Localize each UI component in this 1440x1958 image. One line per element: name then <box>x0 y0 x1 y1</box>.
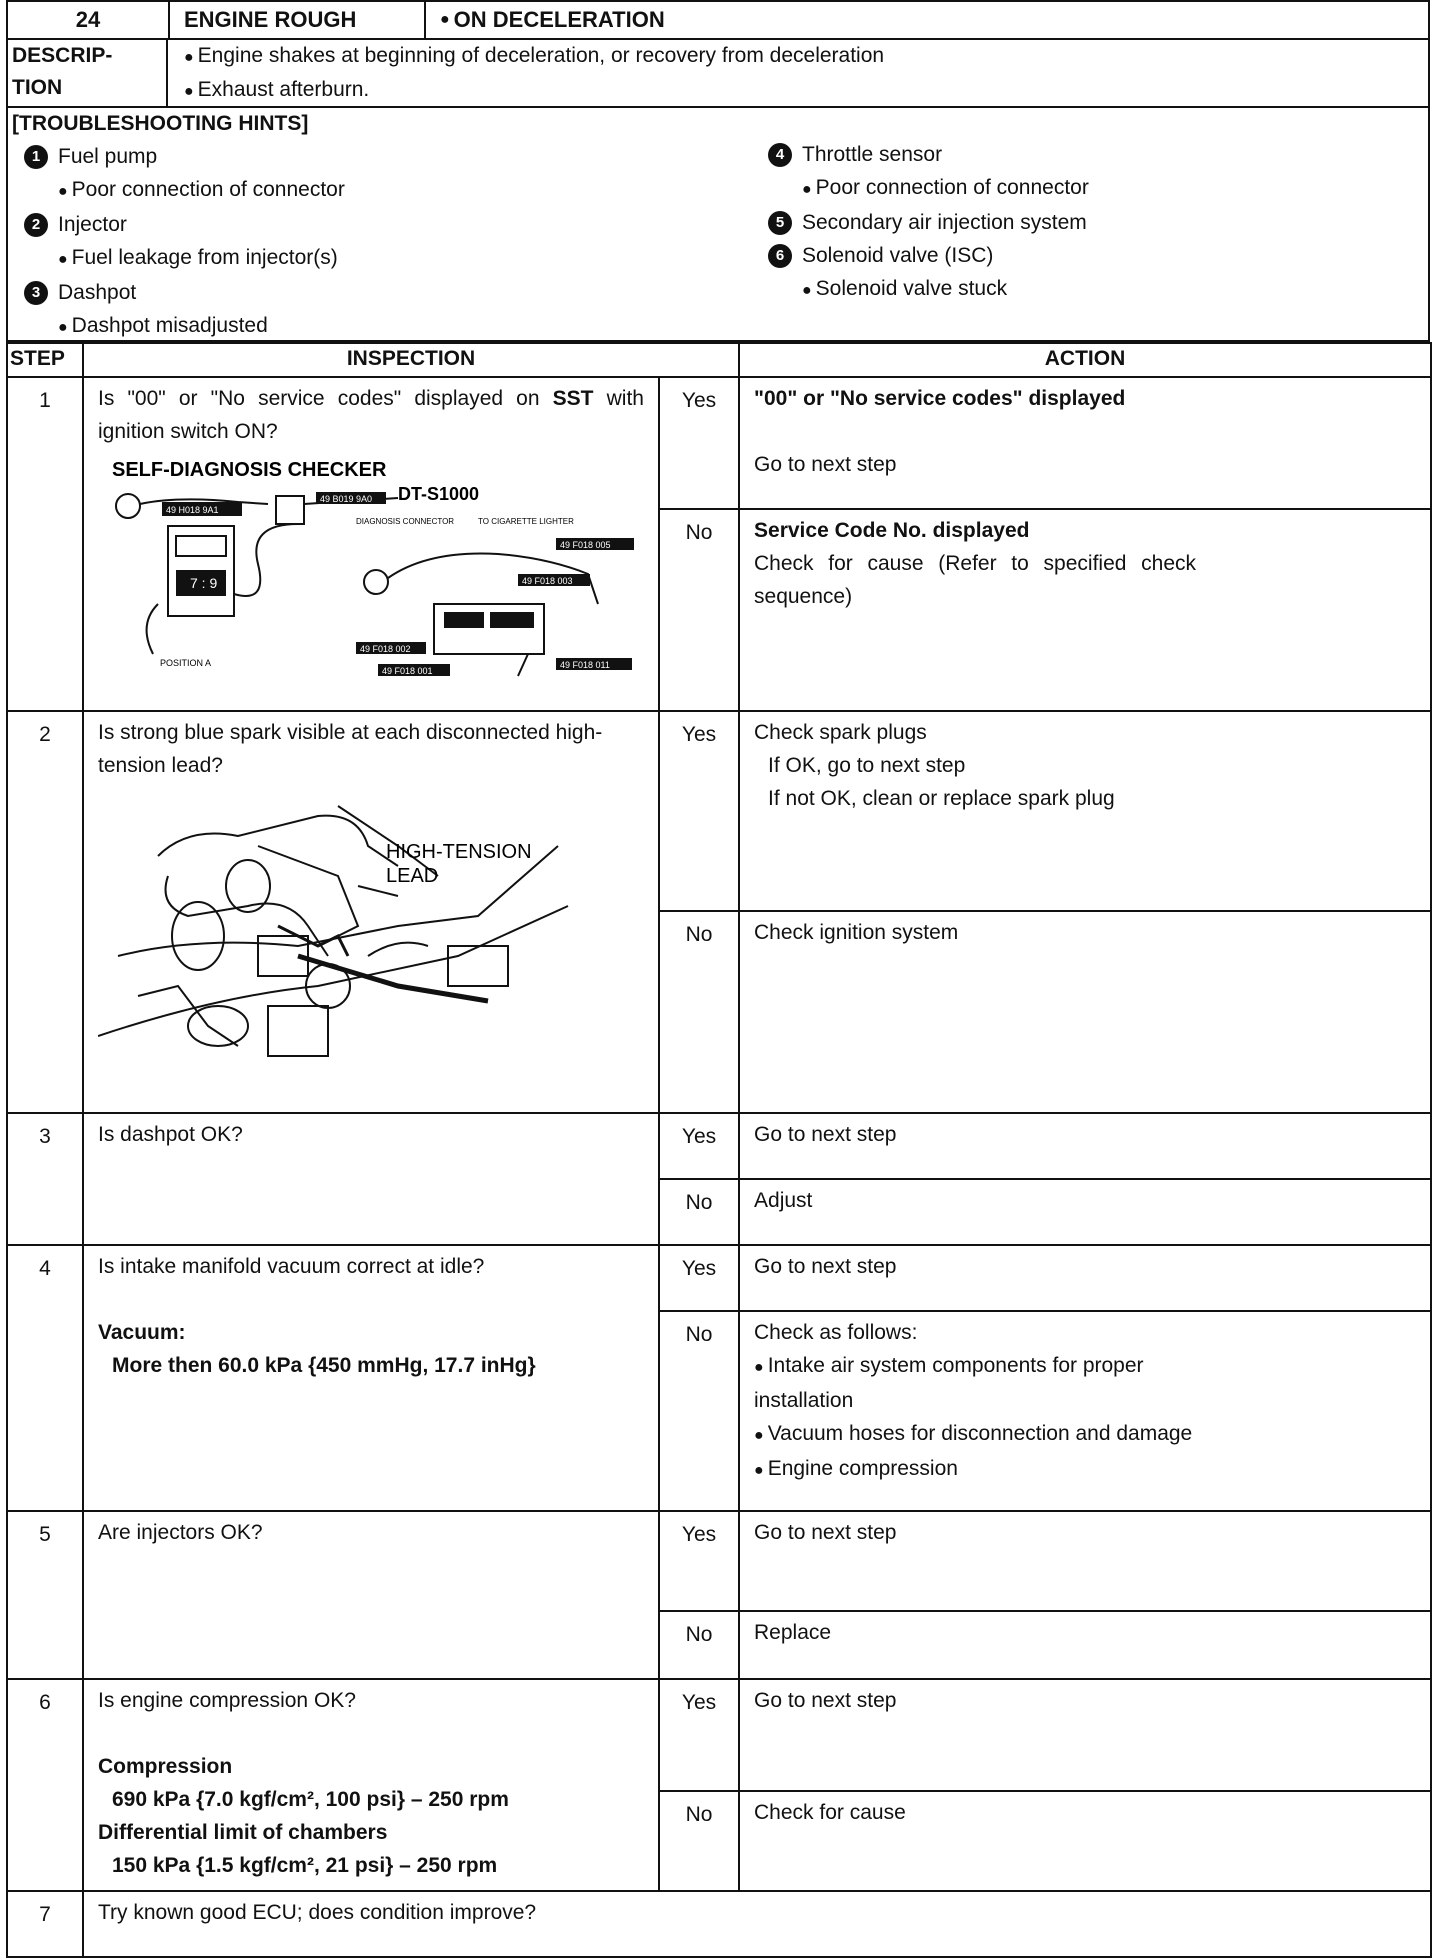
spec-title: Compression <box>98 1755 233 1778</box>
step-number: 6 <box>7 1679 83 1891</box>
no-label: No <box>659 1311 739 1511</box>
number-badge: 1 <box>24 145 48 169</box>
inspection-question: Is strong blue spark visible at each disconnected high-tension lead? <box>98 721 603 777</box>
step-inspection: Is dashpot OK? <box>83 1113 659 1245</box>
action-no <box>739 509 1431 711</box>
no-label: No <box>659 509 739 711</box>
troubleshooting-hints <box>6 108 1430 342</box>
step-number: 5 <box>7 1511 83 1679</box>
hints-right-column <box>768 138 1089 307</box>
action-text: If not OK, clean or replace spark plug <box>768 787 1115 810</box>
part-label: POSITION A <box>160 658 212 668</box>
hint-item: 3 Dashpot <box>24 276 345 309</box>
yes-label: Yes <box>659 377 739 509</box>
action-yes: Go to next step <box>739 1245 1431 1311</box>
step-inspection <box>83 711 659 1113</box>
fig-label: HIGH-TENSION <box>386 841 532 863</box>
step-inspection <box>83 377 659 711</box>
table-row <box>7 1245 1431 1311</box>
troubleshooting-page <box>6 0 1430 1958</box>
action-yes: Go to next step <box>739 1511 1431 1611</box>
hint-subitem: ● Solenoid valve stuck <box>802 277 1008 300</box>
action-yes <box>739 377 1431 509</box>
step-number: 1 <box>7 377 83 711</box>
action-yes: Go to next step <box>739 1679 1431 1791</box>
action-yes: Go to next step <box>739 1113 1431 1179</box>
step-inspection: Are injectors OK? <box>83 1511 659 1679</box>
number-badge: 3 <box>24 281 48 305</box>
description-label <box>8 40 168 106</box>
no-label: No <box>659 1179 739 1245</box>
number-badge: 5 <box>768 211 792 235</box>
no-label: No <box>659 1611 739 1679</box>
number-badge: 2 <box>24 213 48 237</box>
description-item: ● Engine shakes at beginning of deceleration, or recovery from deceleration <box>184 44 885 67</box>
description-label-line2: TION <box>12 76 63 99</box>
no-label: No <box>659 1791 739 1891</box>
spec-title: Differential limit of chambers <box>98 1821 388 1844</box>
fig-title: SELF-DIAGNOSIS CHECKER <box>112 459 387 481</box>
action-text: Check spark plugs <box>754 721 927 744</box>
spec-value: 690 kPa {7.0 kgf/cm², 100 psi} – 250 rpm <box>112 1788 509 1811</box>
table-row <box>7 1679 1431 1791</box>
description-label-line1: DESCRIP- <box>12 44 113 67</box>
action-yes <box>739 711 1431 911</box>
svg-text:7 : 9: 7 : 9 <box>190 575 218 591</box>
yes-label: Yes <box>659 1113 739 1179</box>
table-row <box>7 377 1431 509</box>
yes-label: Yes <box>659 1679 739 1791</box>
hint-subitem: ● Fuel leakage from injector(s) <box>58 246 338 269</box>
number-badge: 4 <box>768 143 792 167</box>
part-label: 49 F018 001 <box>382 666 433 676</box>
inspection-question: Is intake manifold vacuum correct at idle? <box>98 1255 485 1278</box>
procedure-title: ENGINE ROUGH <box>170 2 426 38</box>
hint-subitem: ● Poor connection of connector <box>802 176 1089 199</box>
part-label: DIAGNOSIS CONNECTOR <box>356 517 455 526</box>
hint-subitem: ● Poor connection of connector <box>58 178 345 201</box>
action-no: Replace <box>739 1611 1431 1679</box>
step-number: 4 <box>7 1245 83 1511</box>
yes-label: Yes <box>659 1511 739 1611</box>
action-title: Check as follows: <box>754 1321 918 1344</box>
yes-label: Yes <box>659 711 739 911</box>
hints-title: [TROUBLESHOOTING HINTS] <box>12 112 309 135</box>
inspection-question: Is "00" or "No service codes" displayed on SST with ignition switch ON? <box>98 387 644 443</box>
step-inspection <box>83 1679 659 1891</box>
col-action-header: ACTION <box>739 343 1431 377</box>
action-title: "00" or "No service codes" displayed <box>754 387 1126 410</box>
table-row <box>7 1113 1431 1179</box>
check-item: ● Engine compression <box>754 1457 958 1480</box>
description-item: ● Exhaust afterburn. <box>184 78 370 101</box>
check-item: ● Intake air system components for proper installation <box>754 1354 1144 1412</box>
step-number: 3 <box>7 1113 83 1245</box>
action-no: Check ignition system <box>739 911 1431 1113</box>
part-label: 49 B019 9A0 <box>320 494 373 504</box>
description-body <box>168 40 1428 106</box>
no-label: No <box>659 911 739 1113</box>
hint-item: 2 Injector <box>24 208 345 241</box>
step-number: 2 <box>7 711 83 1113</box>
hint-item: 6 Solenoid valve (ISC) <box>768 239 1089 272</box>
fig-label: LEAD <box>386 865 439 887</box>
spec-title: Vacuum: <box>98 1321 186 1344</box>
step-number: 7 <box>7 1891 83 1957</box>
action-text: If OK, go to next step <box>768 754 966 777</box>
table-row <box>7 711 1431 911</box>
action-text: Check for cause (Refer to specified check sequence) <box>754 552 1197 608</box>
hint-item: 5 Secondary air injection system <box>768 206 1089 239</box>
table-header-row <box>7 343 1431 377</box>
spec-value: 150 kPa {1.5 kgf/cm², 21 psi} – 250 rpm <box>112 1854 498 1877</box>
procedure-number: 24 <box>8 2 170 38</box>
step-inspection: Try known good ECU; does condition improve? <box>83 1891 1431 1957</box>
step-inspection <box>83 1245 659 1511</box>
table-row <box>7 1511 1431 1611</box>
high-tension-lead-illustration <box>98 786 646 1076</box>
header-row <box>6 0 1430 40</box>
condition-text: ON DECELERATION <box>453 7 665 32</box>
action-no <box>739 1311 1431 1511</box>
part-label: 49 F018 003 <box>522 576 573 586</box>
action-text: Go to next step <box>754 453 897 476</box>
description-row <box>6 40 1430 108</box>
part-label: 49 F018 005 <box>560 540 611 550</box>
part-label: 49 F018 011 <box>560 660 610 670</box>
action-title: Service Code No. displayed <box>754 519 1030 542</box>
action-no: Adjust <box>739 1179 1431 1245</box>
number-badge: 6 <box>768 244 792 268</box>
hint-item: 4 Throttle sensor <box>768 138 1089 171</box>
part-label: TO CIGARETTE LIGHTER <box>478 517 574 526</box>
part-label: 49 F018 002 <box>360 644 411 654</box>
spec-value: More then 60.0 kPa {450 mmHg, 17.7 inHg} <box>112 1354 536 1377</box>
hints-left-column <box>24 140 345 344</box>
hint-item: 1 Fuel pump <box>24 140 345 173</box>
check-item: ● Vacuum hoses for disconnection and damage <box>754 1422 1193 1445</box>
hint-subitem: ● Dashpot misadjusted <box>58 314 268 337</box>
col-step-header: STEP <box>7 343 83 377</box>
action-no: Check for cause <box>739 1791 1431 1891</box>
part-label: 49 H018 9A1 <box>166 505 219 515</box>
yes-label: Yes <box>659 1245 739 1311</box>
table-row <box>7 1891 1431 1957</box>
procedure-condition: ● ON DECELERATION <box>440 7 665 32</box>
self-diagnosis-checker-illustration <box>98 454 646 680</box>
inspection-question: Is engine compression OK? <box>98 1689 356 1712</box>
fig-model: DT-S1000 <box>398 484 480 504</box>
col-inspection-header: INSPECTION <box>83 343 739 377</box>
steps-table <box>6 342 1432 1958</box>
